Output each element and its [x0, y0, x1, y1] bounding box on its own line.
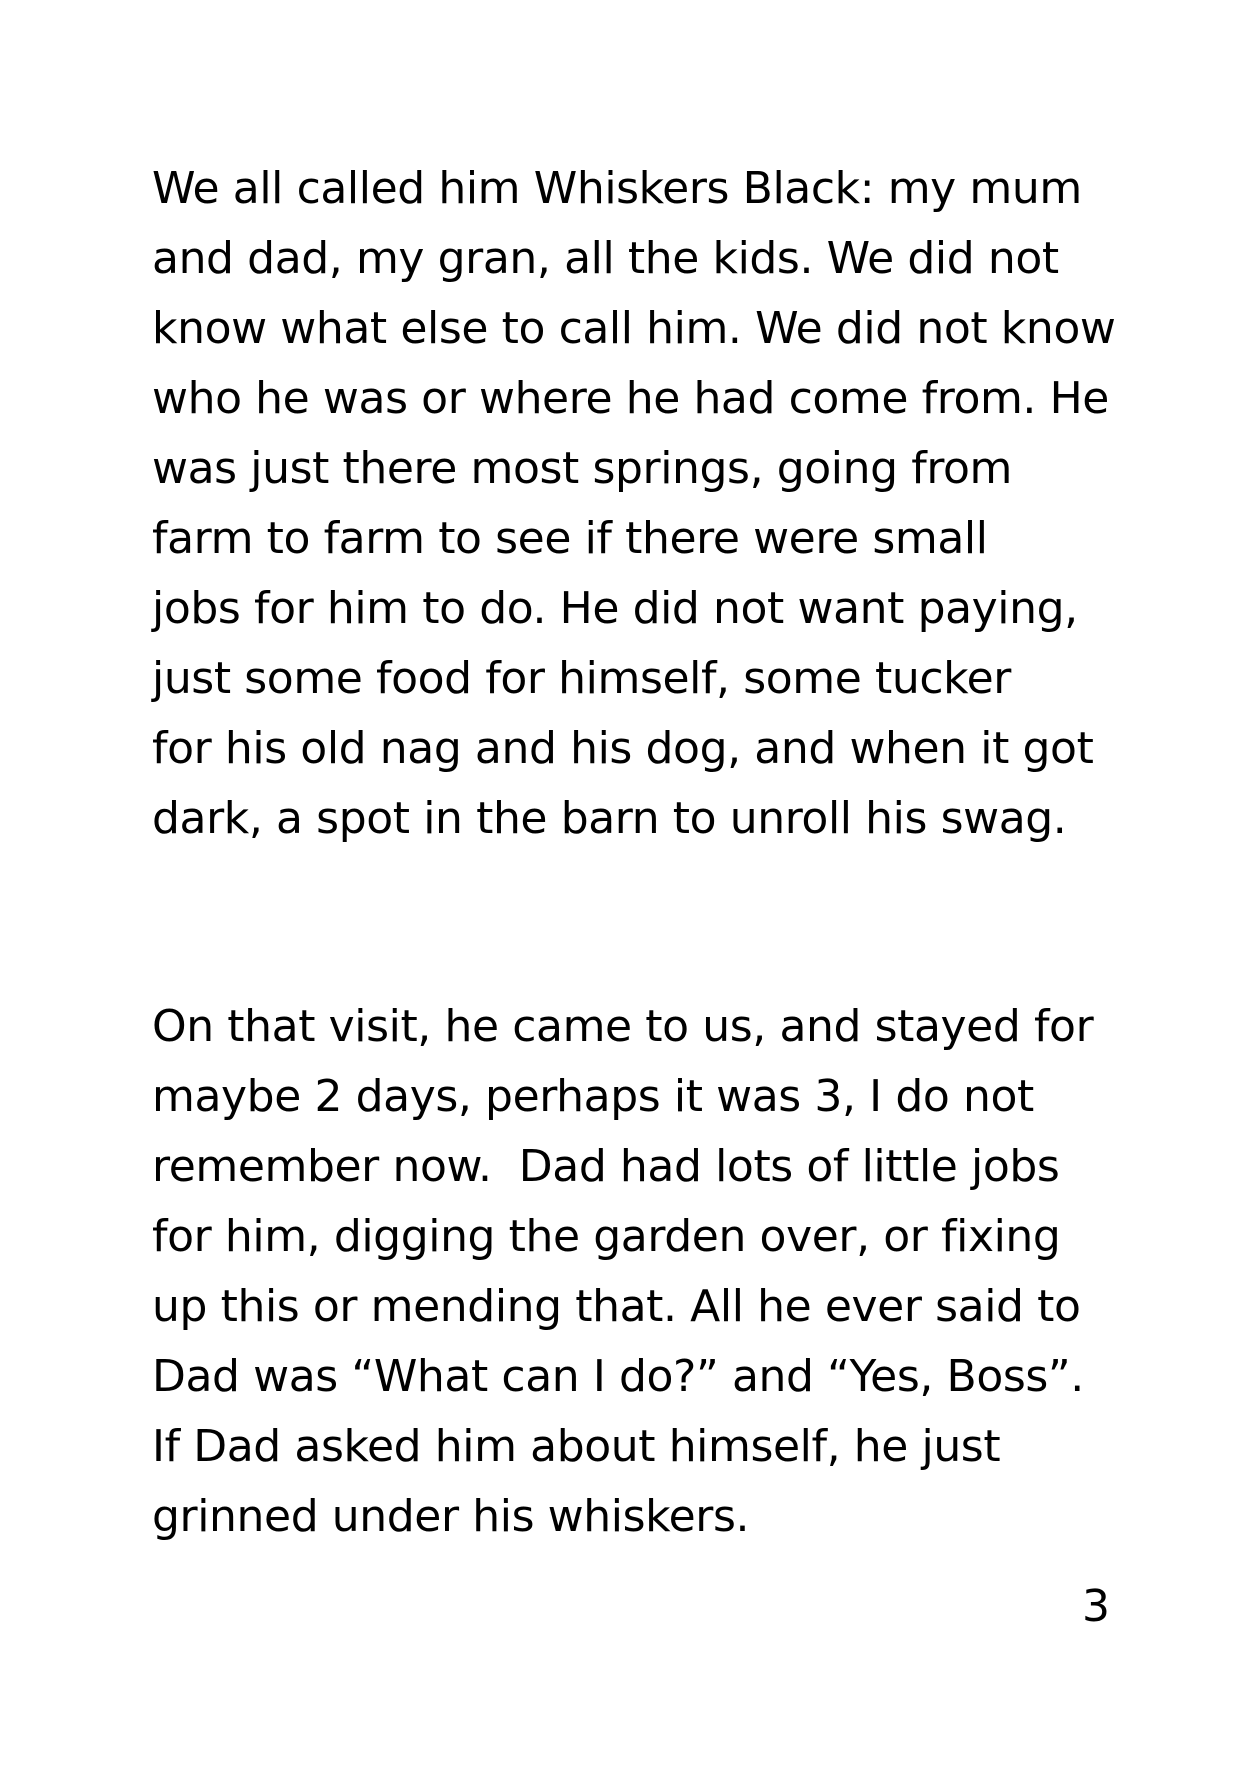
- paragraph-2: [152, 992, 1152, 1552]
- text-line: jobs for him to do. He did not want paying,: [152, 583, 1078, 634]
- page-number: 3: [1082, 1581, 1110, 1632]
- text-line: and dad, my gran, all the kids. We did not: [152, 233, 1059, 284]
- text-line: just some food for himself, some tucker: [152, 653, 1011, 704]
- text-line: We all called him Whiskers Black: my mum: [152, 163, 1082, 214]
- text-line: If Dad asked him about himself, he just: [152, 1421, 1001, 1472]
- text-line: up this or mending that. All he ever said to: [152, 1281, 1081, 1332]
- text-line: maybe 2 days, perhaps it was 3, I do not: [152, 1071, 1034, 1122]
- text-line: who he was or where he had come from. He: [152, 373, 1109, 424]
- text-line: farm to farm to see if there were small: [152, 513, 988, 564]
- text-line: know what else to call him. We did not know: [152, 303, 1116, 354]
- text-line: dark, a spot in the barn to unroll his swag.: [152, 793, 1067, 844]
- text-line: Dad was “What can I do?” and “Yes, Boss”.: [152, 1351, 1084, 1402]
- text-line: grinned under his whiskers.: [152, 1491, 750, 1542]
- paragraph-1: [152, 154, 1152, 854]
- text-line: for him, digging the garden over, or fixing: [152, 1211, 1061, 1262]
- text-line: On that visit, he came to us, and stayed for: [152, 1001, 1094, 1052]
- text-line: for his old nag and his dog, and when it got: [152, 723, 1094, 774]
- text-line: remember now. Dad had lots of little jobs: [152, 1141, 1060, 1192]
- text-line: was just there most springs, going from: [152, 443, 1013, 494]
